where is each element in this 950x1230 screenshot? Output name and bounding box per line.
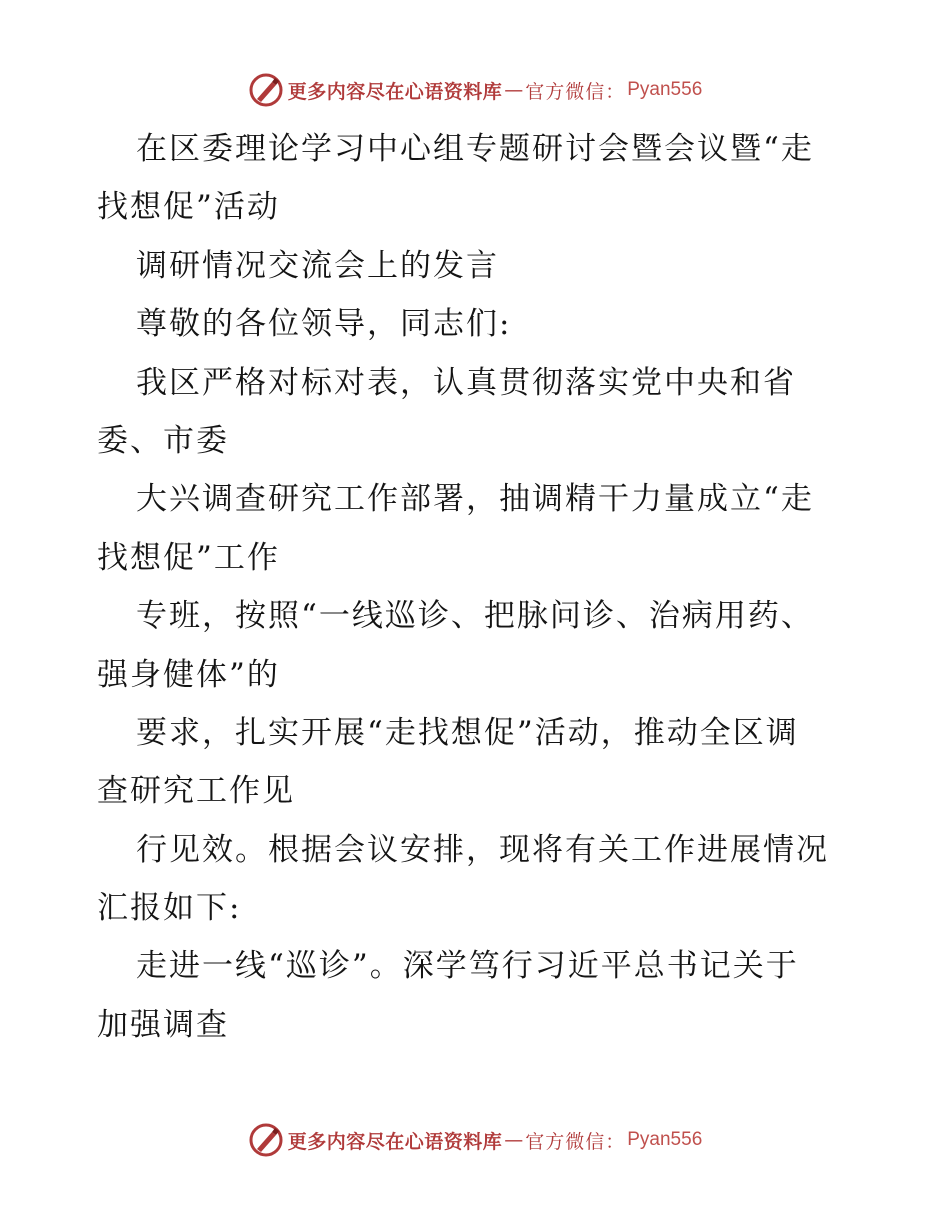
watermark-text: 更多内容尽在心语资料库 <box>287 80 503 103</box>
text-line: 查研究工作见 <box>97 773 295 810</box>
text-line: 加强调查 <box>97 1006 229 1043</box>
text-line: 我区严格对标对表，认真贯彻落实党中央和省 <box>136 364 796 401</box>
watermark-text: 更多内容尽在心语资料库 <box>287 1130 503 1153</box>
text-line: 专班，按照“一线巡诊、把脉问诊、治病用药、 <box>136 598 814 635</box>
text-line: 要求，扎实开展“走找想促”活动，推动全区调 <box>136 714 799 751</box>
text-line: 汇报如下: <box>97 890 242 927</box>
watermark-contact-id: Pyan556 <box>627 79 703 100</box>
watermark-dash: — <box>504 1129 524 1151</box>
text-line: 大兴调查研究工作部署，抽调精干力量成立“走 <box>136 481 814 518</box>
text-line: 强身健体”的 <box>97 656 280 693</box>
watermark-dash: — <box>504 79 524 101</box>
watermark-contact-label: 官方微信： <box>525 80 626 103</box>
pen-circle-icon <box>248 1122 284 1158</box>
watermark-contact-id: Pyan556 <box>627 1129 703 1150</box>
text-line: 行见效。根据会议安排，现将有关工作进展情况 <box>136 831 829 868</box>
text-line: 调研情况交流会上的发言 <box>136 247 499 284</box>
document-body <box>97 120 857 1054</box>
text-line: 找想促”活动 <box>97 189 280 226</box>
footer-watermark <box>0 1120 950 1160</box>
text-line: 走进一线“巡诊”。深学笃行习近平总书记关于 <box>136 948 799 985</box>
header-watermark <box>0 70 950 110</box>
text-line: 在区委理论学习中心组专题研讨会暨会议暨“走 <box>136 131 814 167</box>
text-line: 找想促”工作 <box>97 539 280 576</box>
text-line: 尊敬的各位领导，同志们: <box>136 306 512 343</box>
watermark-contact-label: 官方微信： <box>525 1130 626 1153</box>
pen-circle-icon <box>248 72 284 108</box>
text-line: 委、市委 <box>97 422 229 459</box>
